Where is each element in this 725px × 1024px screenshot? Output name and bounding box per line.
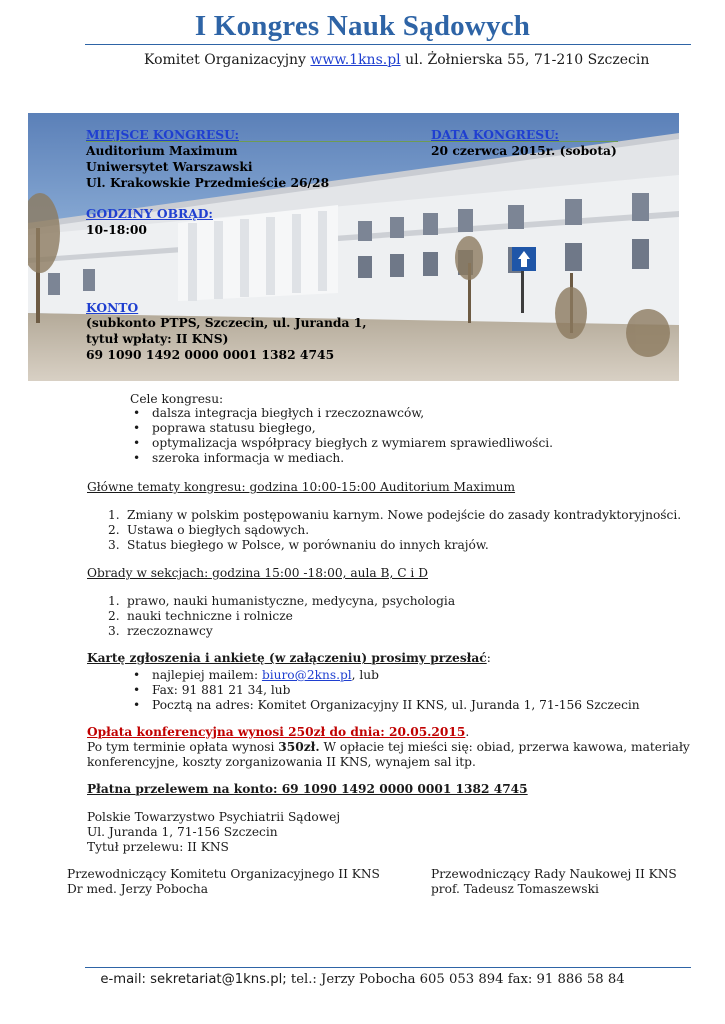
fee-notice: Opłata konferencyjna wynosi 250zł do dnia: 20.05.2015. <box>87 725 470 739</box>
list-item: • Pocztą na adres: Komitet Organizacyjny II KNS, ul. Juranda 1, 71-156 Szczecin <box>133 698 640 712</box>
left-signature-role: Przewodniczący Komitetu Organizacyjnego II KNS <box>67 867 380 881</box>
list-item: • Fax: 91 881 21 34, lub <box>133 683 291 697</box>
sections-heading: Obrady w sekcjach: godzina 15:00 -18:00, aula B, C i D <box>87 566 428 580</box>
right-signature-name: prof. Tadeusz Tomaszewski <box>431 882 599 896</box>
list-item: 3. rzeczoznawcy <box>108 624 213 638</box>
footer-email: e-mail: sekretariat@1kns.pl; <box>100 972 287 987</box>
right-signature-role: Przewodniczący Rady Naukowej II KNS <box>431 867 677 881</box>
hours-heading: GODZINY OBRĄD: <box>86 206 213 221</box>
list-item: 1. Zmiany w polskim postępowaniu karnym. Nowe podejście do zasady kontradyktoryjności. <box>108 508 682 522</box>
recipient-line: Tytuł przelewu: II KNS <box>87 840 229 854</box>
venue-line: Uniwersytet Warszawski <box>86 159 253 174</box>
fee-details: Po tym terminie opłata wynosi 350zł. W opłacie tej mieści się: obiad, przerwa kawowa, materiały <box>87 740 690 754</box>
fee-details-cont: konferencyjne, koszty zorganizowania II KNS, wynajem sal itp. <box>87 755 476 769</box>
website-link[interactable]: www.1kns.pl <box>310 52 401 68</box>
list-item: 1. prawo, nauki humanistyczne, medycyna, psychologia <box>108 594 456 608</box>
recipient-line: Polskie Towarzystwo Psychiatrii Sądowej <box>87 810 341 824</box>
footer-contact <box>0 972 725 987</box>
venue-line: Ul. Krakowskie Przedmieście 26/28 <box>86 175 330 190</box>
hours-value: 10-18:00 <box>86 222 147 237</box>
list-item: • poprawa statusu biegłego, <box>133 421 316 435</box>
venue-line: Auditorium Maximum <box>86 143 238 158</box>
account-number: 69 1090 1492 0000 0001 1382 4745 <box>86 347 335 362</box>
list-item: 2. nauki techniczne i rolnicze <box>108 609 293 623</box>
venue-heading: MIEJSCE KONGRESU: <box>86 127 239 142</box>
title-divider <box>85 44 691 45</box>
list-item: 2. Ustawa o biegłych sądowych. <box>108 523 310 537</box>
submission-heading: Kartę zgłoszenia i ankietę (w załączeniu) prosimy przesłać: <box>87 651 491 665</box>
page-title: I Kongres Nauk Sądowych <box>194 10 531 42</box>
date-heading: DATA KONGRESU: <box>431 127 559 142</box>
list-item: • dalsza integracja biegłych i rzeczoznawców, <box>133 406 425 420</box>
list-item: • najlepiej mailem: biuro@2kns.pl, lub <box>133 668 379 682</box>
list-item: • szeroka informacja w mediach. <box>133 451 345 465</box>
organizer-label: Komitet Organizacyjny <box>144 52 306 68</box>
left-signature-name: Dr med. Jerzy Pobocha <box>67 882 209 896</box>
list-item: 3. Status biegłego w Polsce, w porównaniu do innych krajów. <box>108 538 489 552</box>
goals-heading: Cele kongresu: <box>130 392 224 406</box>
list-item: • optymalizacja współpracy biegłych z wymiarem sprawiedliwości. <box>133 436 554 450</box>
payment-heading: Płatna przelewem na konto: 69 1090 1492 0000 0001 1382 4745 <box>87 782 528 796</box>
account-line: tytuł wpłaty: II KNS) <box>86 331 229 346</box>
footer-phone-fax: tel.: Jerzy Pobocha 605 053 894 fax: 91 886 58 84 <box>290 972 625 987</box>
account-heading: KONTO <box>86 300 139 315</box>
organizer-address: ul. Żołnierska 55, 71-210 Szczecin <box>405 52 650 68</box>
topics-heading: Główne tematy kongresu: godzina 10:00-15:00 Auditorium Maximum <box>87 480 516 494</box>
date-value: 20 czerwca 2015r. (sobota) <box>431 143 617 158</box>
account-line: (subkonto PTPS, Szczecin, ul. Juranda 1, <box>86 315 367 330</box>
organizer-line <box>144 52 649 68</box>
recipient-line: Ul. Juranda 1, 71-156 Szczecin <box>87 825 278 839</box>
footer-divider <box>85 967 691 968</box>
email-link[interactable]: biuro@2kns.pl <box>261 668 352 682</box>
